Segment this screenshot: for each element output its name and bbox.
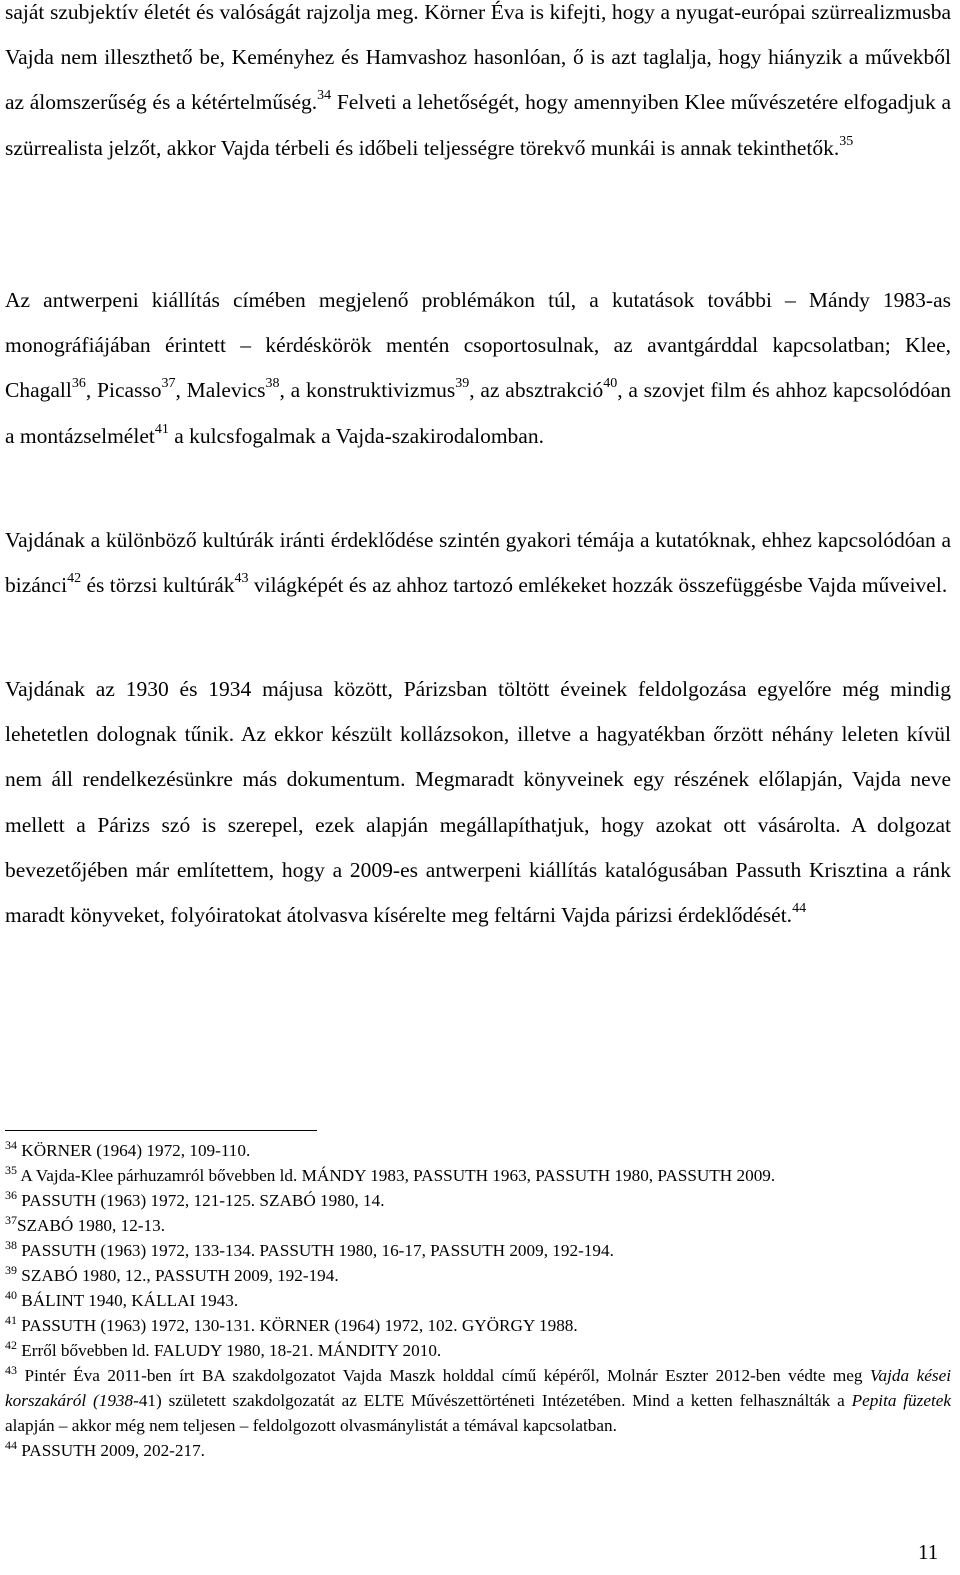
footnote-text: PASSUTH (1963) 1972, 121-125. SZABÓ 1980, 14.	[17, 1191, 385, 1210]
footnote-39	[5, 1263, 951, 1288]
footnote-43	[5, 1363, 951, 1438]
footnote-ref[interactable]: 34	[317, 88, 332, 104]
paragraph-text: és törzsi kultúrák	[81, 573, 235, 598]
footnote-text: BÁLINT 1940, KÁLLAI 1943.	[17, 1291, 239, 1310]
paragraph-text: világképét és az ahhoz tartozó emlékeket hozzák összefüggésbe Vajda műveivel.	[248, 573, 948, 598]
paragraph-text: Vajdának az 1930 és 1934 májusa között, Párizsban töltött éveinek feldolgozása egyelőre még mindig lehetetlen dolognak tűnik. Az ekkor készült kollázsokon, illetve a hagyatékban őrzött néhány leleten kívül nem áll rendelkezésünkre más dokumentum. Megmaradt könyveinek egy részének előlapján, Vajda neve mellett a Párizs szó is szerepel, ezek alapján megállapíthatjuk, hogy azokat ott vásárolta. A dolgozat bevezetőjében már említettem, hogy a 2009-es antwerpeni kiállítás katalógusában Passuth Krisztina a ránk maradt könyveket, folyóiratokat átolvasva kísérelte meg feltárni Vajda párizsi érdeklődését.	[5, 677, 951, 928]
footnote-number: 35	[5, 1163, 17, 1177]
footnote-number: 42	[5, 1338, 17, 1352]
footnote-ref[interactable]: 39	[455, 376, 470, 392]
paragraph-4	[5, 667, 951, 938]
page-number: 11	[918, 1540, 939, 1564]
paragraph-text: , a szovjet film és ahhoz kapcsolódóan a montázselmélet	[5, 378, 951, 448]
footnote-text: -41) született szakdolgozatát az ELTE Művészettörténeti Intézetében. Mind a ketten felhasználták a	[133, 1391, 852, 1410]
footnote-italic-title: Pepita füzetek	[851, 1391, 951, 1410]
footnote-ref[interactable]: 36	[71, 376, 86, 392]
footnote-number: 37	[5, 1213, 17, 1227]
footnote-number: 36	[5, 1188, 17, 1202]
footnote-42	[5, 1338, 951, 1363]
footnote-italic-title: Vajda kései korszakáról (1938	[5, 1366, 951, 1410]
footnote-text: SZABÓ 1980, 12., PASSUTH 2009, 192-194.	[17, 1266, 339, 1285]
footnote-35	[5, 1163, 951, 1188]
footnote-number: 44	[5, 1438, 17, 1452]
paragraph-text: , Malevics	[175, 378, 266, 403]
footnote-37	[5, 1213, 951, 1238]
footnote-ref[interactable]: 44	[792, 901, 807, 917]
footnote-number: 39	[5, 1263, 17, 1277]
footnote-separator	[5, 1130, 317, 1131]
footnote-ref[interactable]: 42	[67, 571, 82, 587]
paragraph-2	[5, 278, 951, 459]
footnote-44	[5, 1438, 951, 1463]
paragraph-text: Felveti a lehetőségét, hogy amennyiben Klee művészetére elfogadjuk a szürrealista jelzőt, akkor Vajda térbeli és időbeli teljességre törekvő munkái is annak tekinthetők.	[5, 90, 952, 160]
footnote-text: SZABÓ 1980, 12-13.	[17, 1216, 166, 1235]
footnote-number: 38	[5, 1238, 17, 1252]
footnote-40	[5, 1288, 951, 1313]
paragraph-text: , az absztrakció	[469, 378, 604, 403]
footnote-ref[interactable]: 41	[154, 421, 169, 437]
footnote-text: Erről bővebben ld. FALUDY 1980, 18-21. MÁNDITY 2010.	[17, 1341, 442, 1360]
paragraph-1	[5, 0, 951, 171]
footnote-ref[interactable]: 37	[161, 376, 176, 392]
footnotes	[5, 1138, 951, 1463]
footnote-38	[5, 1238, 951, 1263]
paragraph-text: Vajdának a különböző kultúrák iránti érdeklődése szintén gyakori témája a kutatóknak, ehhez kapcsolódóan a bizánci	[5, 528, 951, 598]
footnote-number: 43	[5, 1363, 17, 1377]
footnote-number: 40	[5, 1288, 17, 1302]
paragraph-text: Az antwerpeni kiállítás címében megjelenő problémákon túl, a kutatások további – Mándy 1983-as monográfiájában érintett – kérdéskörök mentén csoportosulnak, az avantgárddal kapcsolatban; Klee, Chagall	[5, 288, 951, 403]
footnote-ref[interactable]: 43	[234, 571, 249, 587]
footnote-text: PASSUTH 2009, 202-217.	[17, 1441, 205, 1460]
footnote-ref[interactable]: 35	[839, 133, 854, 149]
footnote-34	[5, 1138, 951, 1163]
footnote-ref[interactable]: 38	[265, 376, 280, 392]
footnote-ref[interactable]: 40	[603, 376, 618, 392]
footnote-number: 34	[5, 1138, 17, 1152]
footnote-text: A Vajda-Klee párhuzamról bővebben ld. MÁNDY 1983, PASSUTH 1963, PASSUTH 1980, PASSUTH 2009.	[17, 1166, 776, 1185]
paragraph-text: saját szubjektív életét és valóságát rajzolja meg. Körner Éva is kifejti, hogy a nyugat-európai szürrealizmusba Vajda nem illeszthető be, Keményhez és Hamvashoz hasonlóan, ő is azt taglalja, hogy hiányzik a művekből az álomszerűség és a kétértelműség.	[5, 0, 951, 115]
footnote-text: PASSUTH (1963) 1972, 133-134. PASSUTH 1980, 16-17, PASSUTH 2009, 192-194.	[17, 1241, 614, 1260]
footnote-text: Pintér Éva 2011-ben írt BA szakdolgozatot Vajda Maszk holddal című képéről, Molnár Eszter 2012-ben védte meg	[17, 1366, 870, 1385]
paragraph-3	[5, 518, 951, 608]
paragraph-text: , Picasso	[85, 378, 162, 403]
footnote-text: alapján – akkor még nem teljesen – feldolgozott olvasmánylistát a témával kapcsolatban.	[5, 1416, 617, 1435]
footnote-36	[5, 1188, 951, 1213]
footnote-text: PASSUTH (1963) 1972, 130-131. KÖRNER (1964) 1972, 102. GYÖRGY 1988.	[17, 1316, 578, 1335]
footnote-41	[5, 1313, 951, 1338]
paragraph-text: a kulcsfogalmak a Vajda-szakirodalomban.	[168, 423, 544, 448]
footnote-text: KÖRNER (1964) 1972, 109-110.	[17, 1141, 251, 1160]
paragraph-text: , a konstruktivizmus	[279, 378, 456, 403]
footnote-number: 41	[5, 1313, 17, 1327]
